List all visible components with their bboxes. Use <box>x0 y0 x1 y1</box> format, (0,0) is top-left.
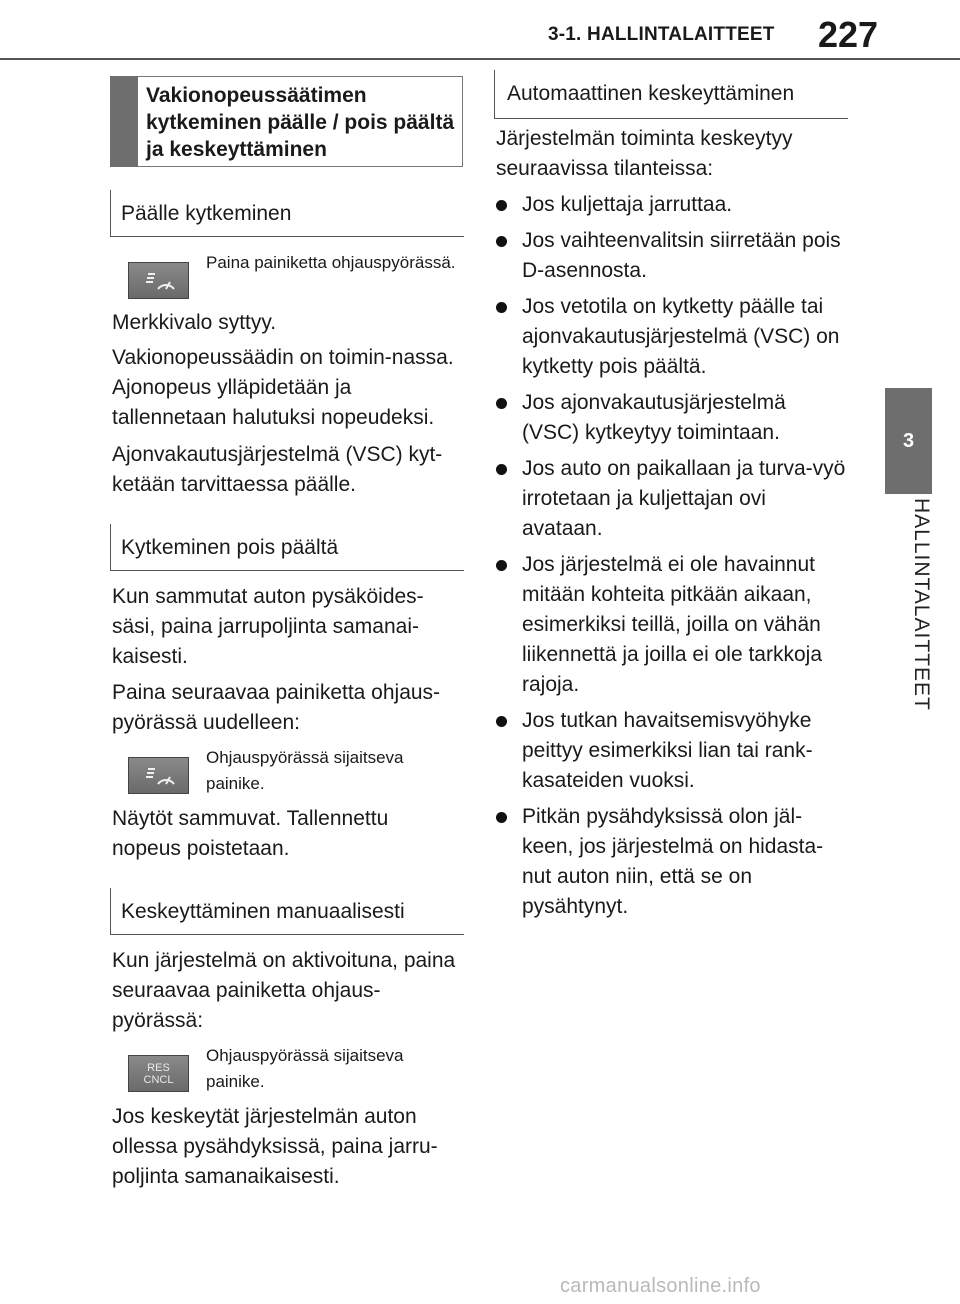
res-cncl-button-image <box>128 1055 189 1092</box>
bullet-dot-icon <box>496 464 507 475</box>
page-number: 227 <box>818 14 879 55</box>
bullet-dot-icon <box>496 302 507 313</box>
list-item-text: Pitkän pysähdyksissä olon jäl-keen, jos järjestelmä on hidasta-nut auton niin, että se on pysähtynyt. <box>522 805 824 918</box>
res-label: RES <box>147 1061 170 1074</box>
bullet-dot-icon <box>496 716 507 727</box>
chapter-label: HALLINTALAITTEET <box>910 498 933 711</box>
subheading-auto-pause-text: Automaattinen keskeyttäminen <box>507 82 795 105</box>
subheading-switch-on <box>110 190 464 237</box>
caption-manual-pause: Ohjauspyörässä sijaitseva painike. <box>206 1046 404 1091</box>
list-item-text: Jos ajonvakautusjärjestelmä (VSC) kytkeytyy toimintaan. <box>522 391 786 444</box>
header-rule <box>0 58 960 60</box>
subheading-auto-pause <box>494 70 848 119</box>
subheading-switch-on-text: Päälle kytkeminen <box>121 202 292 225</box>
list-item <box>496 550 846 700</box>
list-item <box>496 454 846 544</box>
list-item-text: Jos tutkan havaitsemisvyöhyke peittyy esimerkiksi lian tai rank-kasateiden vuoksi. <box>522 709 813 792</box>
paragraph: Kun sammutat auton pysäköides-säsi, paina jarrupoljinta samanai-kaisesti. <box>112 585 424 668</box>
cruise-control-button-image <box>128 757 189 794</box>
res-cncl-button-label <box>144 1062 174 1086</box>
list-item-text: Jos vaihteenvalitsin siirretään pois D-asennosta. <box>522 229 841 282</box>
paragraph: Kun järjestelmä on aktivoituna, paina seuraavaa painiketta ohjaus-pyörässä: <box>112 949 456 1032</box>
bullet-dot-icon <box>496 812 507 823</box>
watermark: carmanualsonline.info <box>560 1275 761 1297</box>
paragraph: Näytöt sammuvat. Tallennettu nopeus poistetaan. <box>112 807 389 860</box>
chapter-number: 3 <box>902 430 915 452</box>
title-bar <box>110 76 138 167</box>
subheading-switch-off-text: Kytkeminen pois päältä <box>121 536 339 559</box>
cruise-control-icon <box>142 270 176 292</box>
list-item-text: Jos vetotila on kytketty päälle tai ajonvakautusjärjestelmä (VSC) on kytketty pois päältä. <box>522 295 840 378</box>
subheading-manual-pause-text: Keskeyttäminen manuaalisesti <box>121 900 405 923</box>
bullet-dot-icon <box>496 200 507 211</box>
bullet-dot-icon <box>496 236 507 247</box>
caption-switch-off: Ohjauspyörässä sijaitseva painike. <box>206 748 404 793</box>
caption-switch-on: Paina painiketta ohjauspyörässä. <box>206 253 456 272</box>
bullet-dot-icon <box>496 560 507 571</box>
subheading-manual-pause <box>110 888 464 935</box>
subheading-switch-off <box>110 524 464 571</box>
list-item-text: Jos järjestelmä ei ole havainnut mitään kohteita pitkään aikaan, esimerkiksi teillä, joilla on vähän liikennettä ja joilla ei ole tarkkoja rajoja. <box>522 553 822 696</box>
paragraph: Jos keskeytät järjestelmän auton ollessa pysähdyksissä, paina jarru-poljinta samanaikaisesti. <box>112 1105 438 1188</box>
list-item <box>496 706 846 796</box>
list-item <box>496 388 846 448</box>
paragraph: Paina seuraavaa painiketta ohjaus-pyörässä uudelleen: <box>112 681 441 734</box>
cruise-control-icon <box>142 765 176 787</box>
cruise-control-button-image <box>128 262 189 299</box>
intro-paragraph: Järjestelmän toiminta keskeytyy seuraavissa tilanteissa: <box>496 127 793 180</box>
list-item-text: Jos kuljettaja jarruttaa. <box>522 193 733 216</box>
condition-list <box>496 190 846 928</box>
list-item <box>496 292 846 382</box>
section-heading: Vakionopeussäätimen kytkeminen päälle / pois päältä ja keskeyttäminen <box>146 84 455 161</box>
list-item <box>496 226 846 286</box>
bullet-dot-icon <box>496 398 507 409</box>
paragraph: Merkkivalo syttyy. <box>112 311 277 334</box>
list-item <box>496 802 846 922</box>
list-item-text: Jos auto on paikallaan ja turva-vyö irrotetaan ja kuljettajan ovi avataan. <box>522 457 846 540</box>
list-item <box>496 190 846 220</box>
paragraph: Ajonvakautusjärjestelmä (VSC) kyt-ketään tarvittaessa päälle. <box>112 443 443 496</box>
cncl-label: CNCL <box>143 1073 174 1086</box>
section-title: 3-1. HALLINTALAITTEET <box>548 24 775 45</box>
paragraph: Vakionopeussäädin on toimin-nassa. Ajonopeus ylläpidetään ja tallennetaan halutuksi nopeudeksi. <box>112 346 454 429</box>
